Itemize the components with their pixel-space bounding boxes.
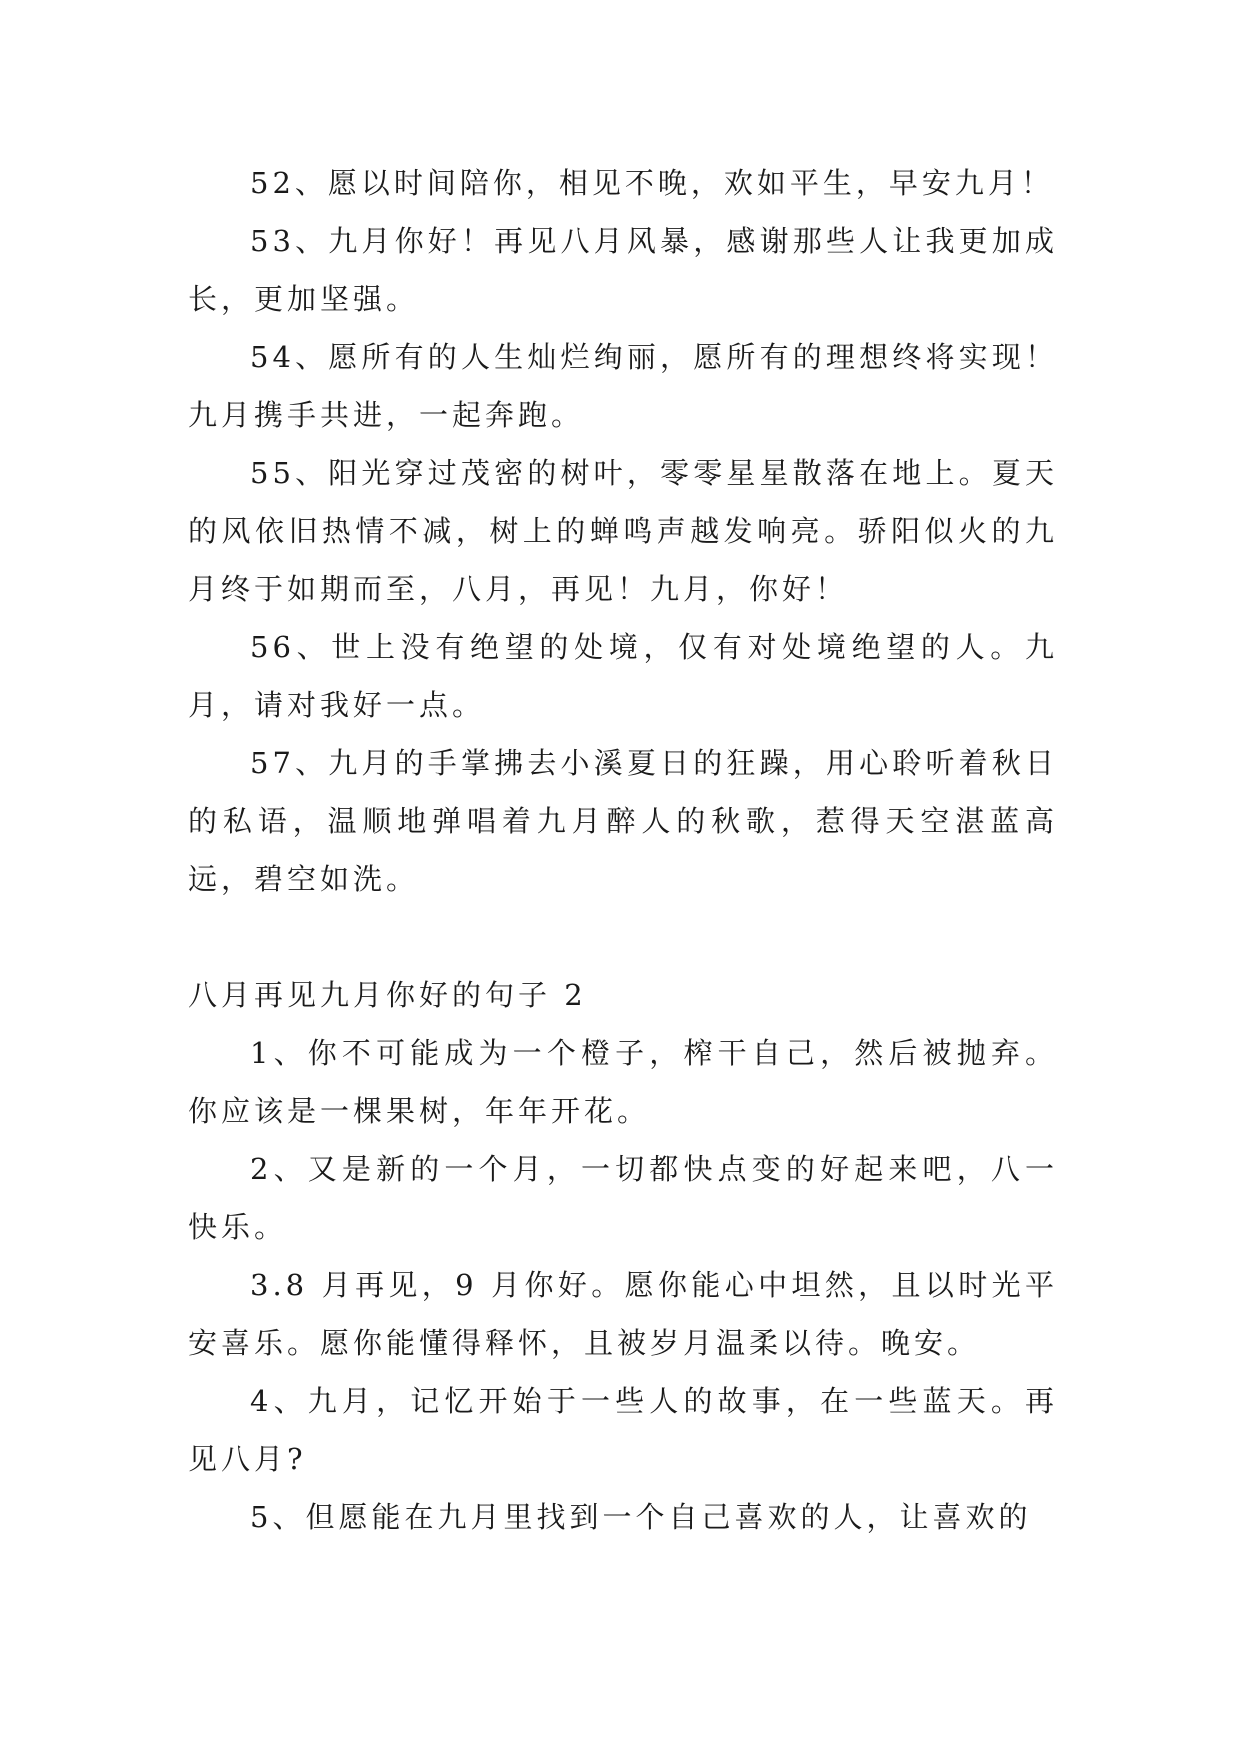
- paragraph-52: 52、愿以时间陪你，相见不晚，欢如平生，早安九月！: [250, 166, 1054, 200]
- paragraph-2: 2、又是新的一个月，一切都快点变的好起来吧，八一快乐。: [188, 1152, 1058, 1244]
- paragraph-56: 56、世上没有绝望的处境，仅有对处境绝望的人。九月，请对我好一点。: [188, 630, 1058, 722]
- paragraph-57: 57、九月的手掌拂去小溪夏日的狂躁，用心聆听着秋日的私语，温顺地弹唱着九月醉人的秋歌，惹得天空湛蓝高远，碧空如洗。: [188, 746, 1058, 896]
- paragraph-54: 54、愿所有的人生灿烂绚丽，愿所有的理想终将实现！九月携手共进，一起奔跑。: [188, 340, 1058, 432]
- paragraph-53: 53、九月你好！再见八月风暴，感谢那些人让我更加成长，更加坚强。: [188, 224, 1058, 316]
- paragraph-4: 4、九月，记忆开始于一些人的故事，在一些蓝天。再见八月?: [188, 1384, 1058, 1476]
- document-body: [188, 154, 1058, 1546]
- paragraph-1: 1、你不可能成为一个橙子，榨干自己，然后被抛弃。你应该是一棵果树，年年开花。: [188, 1036, 1058, 1128]
- paragraph-3: 3.8 月再见，9 月你好。愿你能心中坦然，且以时光平安喜乐。愿你能懂得释怀，且被岁月温柔以待。晚安。: [188, 1268, 1058, 1360]
- section-heading: 八月再见九月你好的句子 2: [188, 978, 587, 1012]
- paragraph-5: 5、但愿能在九月里找到一个自己喜欢的人，让喜欢的: [250, 1500, 1032, 1534]
- paragraph-55: 55、阳光穿过茂密的树叶，零零星星散落在地上。夏天的风依旧热情不减，树上的蝉鸣声越发响亮。骄阳似火的九月终于如期而至，八月，再见！九月，你好！: [188, 456, 1058, 606]
